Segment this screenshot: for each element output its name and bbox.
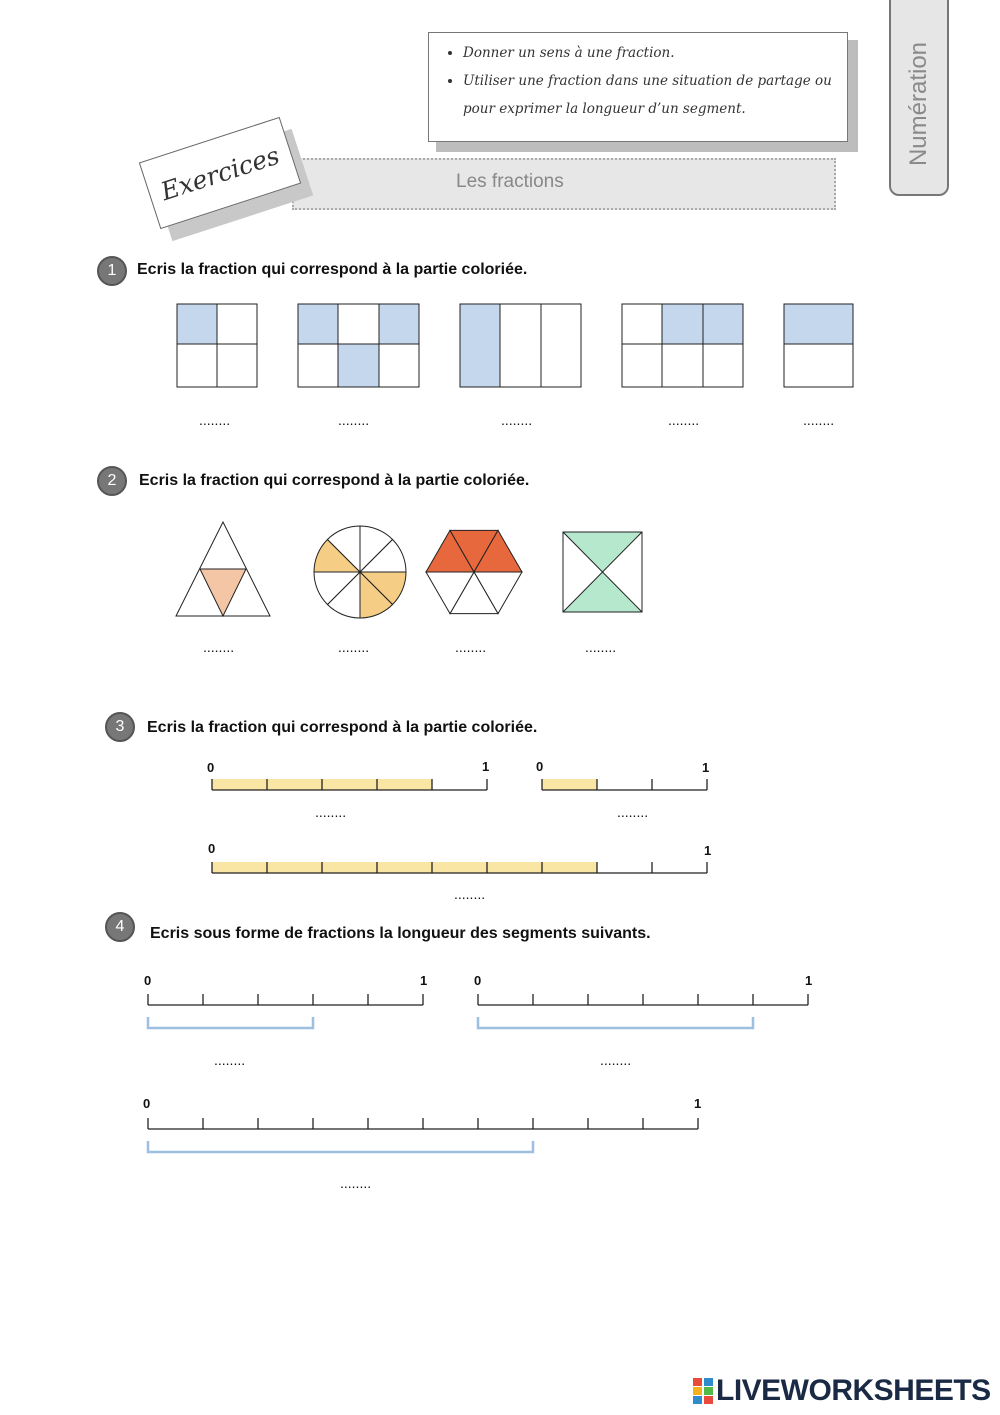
ex1-answer-5[interactable]: ........ [803, 412, 835, 428]
section-tab-label: Numération [905, 41, 932, 167]
ex1-grid-4 [622, 304, 743, 387]
ex4-answer-2[interactable]: ........ [600, 1052, 632, 1068]
ex3-line2-one: 1 [702, 760, 710, 775]
ex3-line3-zero: 0 [208, 841, 216, 856]
measured-segment [148, 1141, 533, 1152]
exercices-card-label: Exercices [157, 140, 283, 206]
ex4-line3-zero: 0 [143, 1096, 151, 1111]
ex1-answer-4[interactable]: ........ [668, 412, 700, 428]
ex3-line3-one: 1 [704, 843, 712, 858]
liveworksheets-logo-icon [693, 1378, 713, 1404]
ex2-answer-2[interactable]: ........ [338, 639, 370, 655]
shaded-part [379, 304, 419, 344]
exercise-1-instruction: Ecris la fraction qui correspond à la partie coloriée. [137, 261, 528, 278]
shaded-part [177, 304, 217, 344]
ex2-hexagon [426, 530, 522, 613]
exercise-4-instruction: Ecris sous forme de fractions la longueur des segments suivants. [150, 925, 651, 942]
ex4-line2-zero: 0 [474, 973, 482, 988]
number-line-fill [542, 779, 597, 790]
ex4-line2-one: 1 [805, 973, 813, 988]
shaded-part [298, 304, 338, 344]
exercise-3-number-label: 3 [115, 718, 125, 735]
ex3-number-lines [212, 779, 707, 873]
ex3-answer-3[interactable]: ........ [454, 886, 486, 902]
ex1-answer-2[interactable]: ........ [338, 412, 370, 428]
ex2-answer-3[interactable]: ........ [455, 639, 487, 655]
ex3-line1-one: 1 [482, 759, 490, 774]
exercise-2-number-label: 2 [107, 472, 117, 489]
ex1-answer-3[interactable]: ........ [501, 412, 533, 428]
shaded-part [563, 532, 642, 572]
page-title: Les fractions [456, 171, 564, 192]
ex4-line3-one: 1 [694, 1096, 702, 1111]
measured-segment [148, 1017, 313, 1028]
ex4-segments [148, 994, 808, 1152]
ex3-answer-2[interactable]: ........ [617, 804, 649, 820]
shaded-part [200, 569, 246, 616]
ex3-answer-1[interactable]: ........ [315, 804, 347, 820]
objective-1: • Donner un sens à une fraction. [463, 39, 833, 67]
shaded-part [460, 304, 500, 387]
ex1-grid-1 [177, 304, 257, 387]
ex2-answer-1[interactable]: ........ [203, 639, 235, 655]
exercise-2-instruction: Ecris la fraction qui correspond à la partie coloriée. [139, 472, 530, 489]
ex2-triangle [176, 522, 270, 616]
liveworksheets-brand: LIVEWORKSHEETS [716, 1374, 991, 1407]
exercise-1-number-label: 1 [107, 262, 117, 279]
ex2-square [563, 532, 642, 612]
ex3-line1-zero: 0 [207, 760, 215, 775]
ex1-grid-3 [460, 304, 581, 387]
ex1-grid-2 [298, 304, 419, 387]
shaded-part [784, 304, 853, 344]
ex1-answer-1[interactable]: ........ [199, 412, 231, 428]
exercise-4-number-label: 4 [115, 918, 125, 935]
objective-2: • Utiliser une fraction dans une situation de partage ou pour exprimer la longueur d’un segment. [463, 67, 833, 123]
ex2-answer-4[interactable]: ........ [585, 639, 617, 655]
shaded-part [338, 344, 379, 387]
ex2-circle [314, 526, 406, 618]
number-line-fill [212, 862, 597, 873]
ex4-answer-1[interactable]: ........ [214, 1052, 246, 1068]
exercise-3-instruction: Ecris la fraction qui correspond à la partie coloriée. [147, 719, 538, 736]
ex3-line2-zero: 0 [536, 759, 544, 774]
measured-segment [478, 1017, 753, 1028]
ex1-grid-5 [784, 304, 853, 387]
ex4-line1-one: 1 [420, 973, 428, 988]
ex4-answer-3[interactable]: ........ [340, 1175, 372, 1191]
shaded-part [563, 572, 642, 612]
ex4-line1-zero: 0 [144, 973, 152, 988]
